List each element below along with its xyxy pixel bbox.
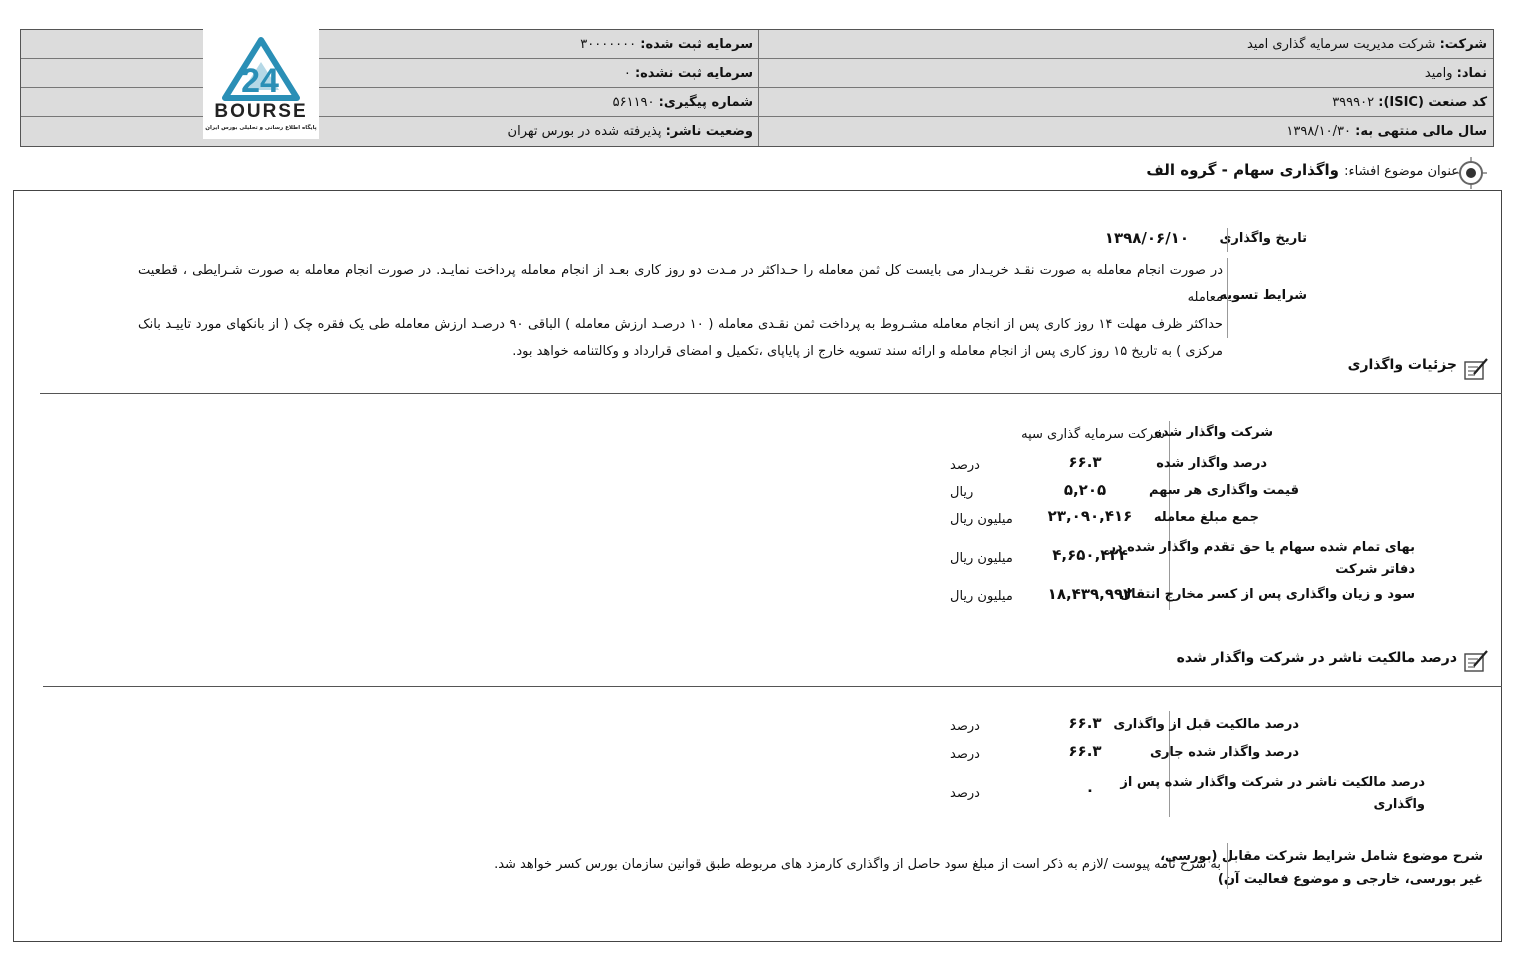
settlement-divider [1227,258,1228,338]
profit-loss-unit: میلیون ریال [950,589,1013,604]
details-section-title: جزئیات واگذاری [1347,357,1457,373]
registered-capital-label: سرمایه ثبت شده: [640,37,753,52]
cost-price-label-line1: بهای تمام شده سهام یا حق تقدم واگذار شده در [1108,540,1415,555]
settlement-line-1: در صورت انجام معامله به صورت نقـد خریـدار می بایست کل ثمن معامله را حـداکثر در مـدت دو روز کاری بعـد از انجام معامله پرداخت نمایـد. در صورت انجام معامله به صورت شـرایطی ، قطعیت معامله [138,263,1223,305]
ownership-before-unit: درصد [950,719,980,734]
svg-text:BOURSE: BOURSE [214,101,308,122]
tracking-number-cell [613,88,753,117]
profit-loss-label: سود و زیان واگذاری پس از کسر مخارج انتقال [1119,587,1415,602]
fiscal-year-value: ۱۳۹۸/۱۰/۳۰ [1286,124,1351,139]
current-transferred-unit: درصد [950,747,980,762]
total-transaction-label: جمع مبلغ معامله [1153,510,1259,525]
current-transferred-value: ۶۶.۳ [1068,742,1102,760]
transfer-date-label: تاریخ واگذاری [1219,231,1307,246]
bourse24-logo-icon [203,28,319,139]
symbol-value: وامید [1424,66,1453,81]
tracking-number-label: شماره پیگیری: [658,95,753,110]
ownership-after-value: ۰ [1085,781,1095,799]
transferred-percent-value: ۶۶.۳ [1068,453,1102,471]
registered-capital-value: ۳۰۰۰۰۰۰۰ [580,37,637,52]
publisher-status-value: پذیرفته شده در بورس تهران [507,124,662,139]
unregistered-capital-value: ۰ [623,66,631,81]
cost-price-unit: میلیون ریال [950,551,1013,566]
symbol-label: نماد: [1456,66,1487,81]
ownership-section-rule [43,686,1502,687]
svg-text:پایگاه اطلاع رسانی و تحلیلی بو: پایگاه اطلاع رسانی و تحلیلی بورس ایران [205,125,317,131]
disclosure-subject-label: عنوان موضوع افشاء: [1344,164,1459,179]
settlement-line-2: حداکثر ظرف مهلت ۱۴ روز کاری پس از انجام معامله مشـروط به پرداخت ثمن نقـدی معامله ( ۱۰ درصـد ارزش معامله ) الباقی ۹۰ درصـد ارزش معامله طی یک فقره چک ( از بانکهای مورد تاییـد بانک [138,317,1223,332]
company-value: شرکت مدیریت سرمایه گذاری امید [1246,37,1436,52]
description-label-line2: غیر بورسی، خارجی و موضوع فعالیت آن) [1217,872,1483,887]
description-label-line1: شرح موضوع شامل شرایط شرکت مقابل (بورسی، [1160,849,1483,864]
tracking-number-value: ۵۶۱۱۹۰ [612,95,655,110]
details-section-rule [40,393,1502,394]
transferred-percent-unit: درصد [950,458,980,473]
transferred-company-value: شرکت سرمایه گذاری سپه [1021,427,1165,442]
total-transaction-value: ۲۳,۰۹۰,۴۱۶ [1047,507,1133,525]
cost-price-value: ۴,۶۵۰,۴۲۴ [1052,546,1128,564]
edit-note-icon [1463,356,1489,382]
price-per-share-value: ۵,۲۰۵ [1063,481,1107,499]
ownership-after-label-line1: درصد مالکیت ناشر در شرکت واگذار شده پس از [1120,775,1425,790]
ownership-before-value: ۶۶.۳ [1068,714,1102,732]
current-transferred-label: درصد واگذار شده جاری [1150,745,1299,760]
fiscal-year-cell [1286,117,1487,146]
edit-note-icon [1463,648,1489,674]
transferred-percent-label: درصد واگذار شده [1156,456,1267,471]
company-cell [1247,30,1487,59]
price-per-share-unit: ریال [950,485,974,500]
description-value: به شرح نامه پیوست /لازم به ذکر است از مبلغ سود حاصل از واگذاری کارمزد های مربوطه طبق قوانین سازمان بورس کسر خواهد شد. [494,857,1221,872]
fiscal-year-label: سال مالی منتهی به: [1355,124,1487,139]
isic-label: کد صنعت (ISIC): [1378,95,1487,110]
disclosure-subject [1146,160,1459,179]
profit-loss-value: ۱۸,۴۳۹,۹۹۲ [1047,585,1133,603]
publisher-status-label: وضعیت ناشر: [665,124,753,139]
company-label: شرکت: [1439,37,1487,52]
svg-text:24: 24 [241,62,279,100]
ownership-section-title: درصد مالکیت ناشر در شرکت واگذار شده [1176,650,1457,666]
cost-price-label-line2: دفاتر شرکت [1335,562,1415,577]
ownership-after-label-line2: واگذاری [1373,797,1425,812]
cost-price-label [1108,537,1415,581]
description-divider [1227,843,1228,889]
isic-cell [1332,88,1487,117]
price-per-share-label: قیمت واگذاری هر سهم [1149,483,1299,498]
disclosure-subject-value: واگذاری سهام - گروه الف [1146,161,1340,179]
settlement-terms-label: شرایط تسویه [1219,288,1307,303]
isic-value: ۳۹۹۹۰۲ [1332,95,1375,110]
transferred-company-label: شرکت واگذار شده [1154,425,1273,440]
unregistered-capital-label: سرمایه ثبت نشده: [634,66,753,81]
transfer-date-divider [1227,228,1228,252]
bourse24-logo [203,28,319,139]
ownership-after-label [1120,772,1425,816]
total-transaction-unit: میلیون ریال [950,512,1013,527]
unregistered-capital-cell [624,59,753,88]
settlement-line-3: مرکزی ) به تاریخ ۱۵ روز کاری پس از انجام معامله و ارائه سند تسویه خارج از پایاپای ،تکمیل و امضای قرارداد و وکالتنامه خواهد بود. [512,344,1223,359]
registered-capital-cell [580,30,753,59]
publisher-status-cell [508,117,753,146]
transfer-date-value: ۱۳۹۸/۰۶/۱۰ [1104,229,1189,247]
ownership-before-label: درصد مالکیت قبل از واگذاری [1113,717,1299,732]
symbol-cell [1425,59,1487,88]
ownership-after-unit: درصد [950,786,980,801]
settlement-terms-text [138,257,1223,365]
